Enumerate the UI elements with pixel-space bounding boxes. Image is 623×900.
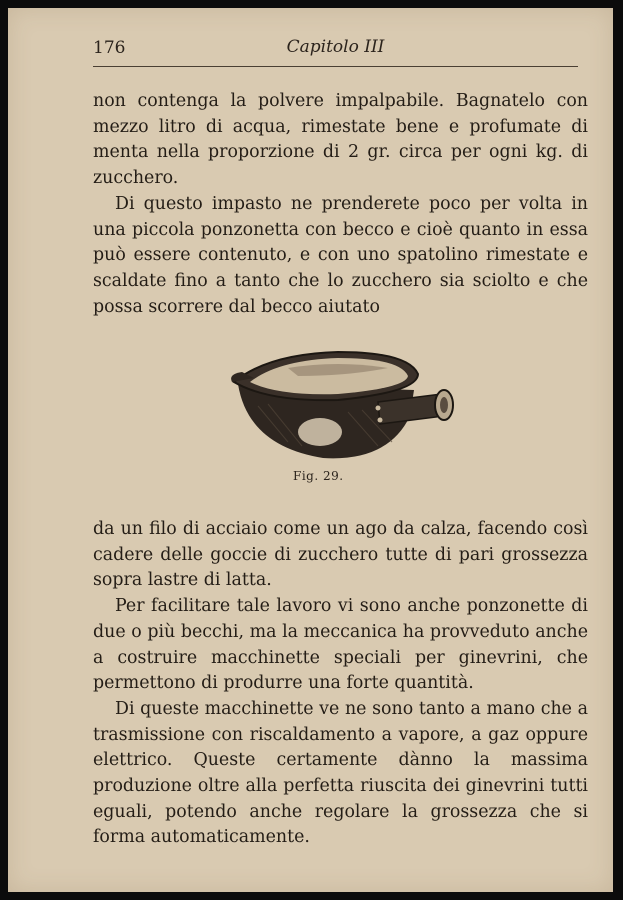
text-block-top — [93, 89, 588, 320]
paragraph-2-end: da un filo di acciaio come un ago da calza, facendo così cadere delle goccie di zucchero tutte di pari grossezza sopra lastre di latta. — [93, 519, 588, 591]
chapter-title: Capitolo III — [286, 37, 385, 57]
figure-29 — [228, 346, 464, 466]
paragraph-4: Di queste macchinette ve ne sono tanto a mano che a trasmissione con riscaldamento a vapore, a gaz oppure elettrico. Queste certamente dànno la massima produzione oltre alla perfetta riuscita dei ginevrini tutti eguali, potendo anche regolare la grossezza che si forma automaticamente. — [93, 698, 588, 848]
paragraph-3: Per facilitare tale lavoro vi sono anche ponzonette di due o più becchi, ma la meccanica ha provveduto anche a costruire macchinette speciali per ginevrini, che permettono di produrre una forte quantità. — [93, 596, 588, 694]
paragraph-1: non contenga la polvere impalpabile. Bagnatelo con mezzo litro di acqua, rimestate bene e profumate di menta nella proporzione di 2 gr. circa per ogni kg. di zucchero. — [93, 91, 588, 189]
book-page — [8, 8, 613, 892]
page-number: 176 — [93, 38, 126, 58]
pan-highlight — [298, 418, 342, 446]
handle-socket — [440, 397, 448, 413]
text-block-bottom — [93, 517, 588, 851]
rivet — [378, 418, 383, 423]
running-head — [93, 36, 578, 67]
rivet — [376, 406, 381, 411]
figure-caption: Fig. 29. — [293, 469, 344, 483]
paragraph-2-start: Di questo impasto ne prenderete poco per volta in una piccola ponzonetta con becco e cioè quanto in essa può essere contenuto, e con uno spatolino rimestate e scaldate fino a tanto che lo zucchero sia sciolto e che possa scorrere dal becco aiutato — [93, 193, 588, 317]
pouring-pan-illustration — [228, 346, 464, 466]
